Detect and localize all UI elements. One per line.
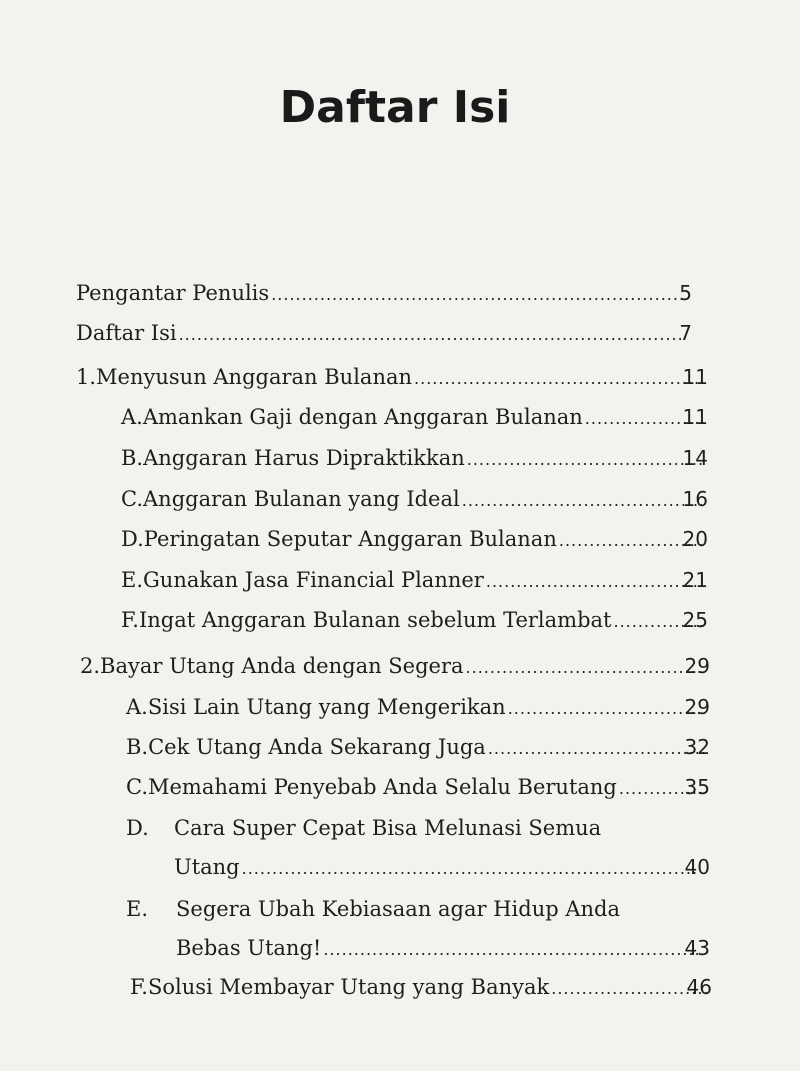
toc-entry-title: Anggaran Harus Dipraktikkan: [143, 446, 465, 470]
toc-section-letter: C.: [121, 487, 143, 511]
toc-section[interactable]: [126, 813, 710, 843]
toc-entry-title: Sisi Lain Utang yang Mengerikan: [147, 695, 506, 719]
toc-chapter[interactable]: [80, 651, 710, 681]
toc-chapter[interactable]: [76, 362, 708, 392]
toc-page-number: 46: [686, 975, 712, 999]
toc-entry-title: Ingat Anggaran Bulanan sebelum Terlambat: [138, 608, 612, 632]
toc-page-number: 7: [679, 321, 692, 345]
toc-entry-title: Cek Utang Anda Sekarang Juga: [148, 735, 486, 759]
dot-leader: [462, 486, 702, 516]
toc-entry-title: Cara Super Cepat Bisa Melunasi Semua: [174, 816, 602, 840]
toc-page-number: 32: [684, 735, 710, 759]
toc-section[interactable]: [121, 565, 708, 595]
toc-section[interactable]: [121, 524, 708, 554]
toc-section-continuation[interactable]: [174, 852, 710, 882]
toc-section[interactable]: [126, 894, 710, 924]
toc-entry-title: Peringatan Seputar Anggaran Bulanan: [143, 527, 557, 551]
dot-leader: [179, 320, 681, 350]
toc-chapter-number: 2.: [80, 654, 101, 678]
toc-entry-title: Pengantar Penulis: [76, 281, 270, 305]
toc-entry-title: Anggaran Bulanan yang Ideal: [143, 487, 460, 511]
toc-section-letter: B.: [126, 735, 149, 759]
toc-section[interactable]: [126, 732, 710, 762]
toc-entry-title-continued: Utang: [174, 855, 240, 879]
toc-page-number: 20: [682, 527, 708, 551]
toc-section-letter: F.: [121, 608, 139, 632]
toc-section-letter: D.: [121, 527, 144, 551]
toc-page-number: 29: [684, 695, 710, 719]
toc-entry-title: Bayar Utang Anda dengan Segera: [100, 654, 464, 678]
toc-section-letter: E.: [121, 568, 144, 592]
toc-entry-title: Gunakan Jasa Financial Planner: [143, 568, 484, 592]
toc-page-number: 16: [682, 487, 708, 511]
toc-section[interactable]: [121, 443, 708, 473]
dot-leader: [323, 935, 701, 965]
toc-section[interactable]: [121, 605, 708, 635]
toc-page-number: 21: [682, 568, 708, 592]
toc-entry-title: Memahami Penyebab Anda Selalu Berutang: [148, 775, 617, 799]
toc-section[interactable]: [126, 692, 710, 722]
toc-page-number: 14: [682, 446, 708, 470]
toc-section-letter: A.: [121, 405, 143, 429]
toc-page-number: 43: [684, 936, 710, 960]
toc-section[interactable]: [130, 972, 712, 1002]
dot-leader: [271, 280, 682, 310]
toc-section-continuation[interactable]: [176, 933, 710, 963]
toc-page-number: 11: [682, 405, 708, 429]
toc-entry[interactable]: [76, 318, 692, 348]
toc-section-letter: A.: [126, 695, 148, 719]
toc-section-letter: E.: [126, 897, 149, 921]
toc-entry-title-continued: Bebas Utang!: [176, 936, 322, 960]
toc-section-letter: F.: [130, 975, 148, 999]
toc-entry-title: Amankan Gaji dengan Anggaran Bulanan: [142, 405, 583, 429]
toc-entry[interactable]: [76, 278, 692, 308]
toc-section-letter: C.: [126, 775, 148, 799]
toc-page-number: 11: [682, 365, 708, 389]
toc-entry-title: Segera Ubah Kebiasaan agar Hidup Anda: [176, 897, 620, 921]
toc-section[interactable]: [121, 484, 708, 514]
toc-page-number: 40: [684, 855, 710, 879]
toc-section-letter: B.: [121, 446, 144, 470]
dot-leader: [414, 364, 701, 394]
toc-page-number: 35: [684, 775, 710, 799]
toc-chapter-number: 1.: [76, 365, 97, 389]
toc-section[interactable]: [121, 402, 708, 432]
dot-leader: [242, 854, 700, 884]
toc-page-number: 29: [684, 654, 710, 678]
dot-leader: [466, 653, 704, 683]
dot-leader: [467, 445, 702, 475]
page-title: Daftar Isi: [279, 82, 511, 133]
toc-entry-title: Solusi Membayar Utang yang Banyak: [147, 975, 550, 999]
toc-entry-title: Menyusun Anggaran Bulanan: [96, 365, 413, 389]
toc-page-number: 25: [682, 608, 708, 632]
toc-section-letter: D.: [126, 816, 149, 840]
toc-entry-title: Daftar Isi: [76, 321, 177, 345]
toc-section[interactable]: [126, 772, 710, 802]
toc-page-number: 5: [679, 281, 692, 305]
